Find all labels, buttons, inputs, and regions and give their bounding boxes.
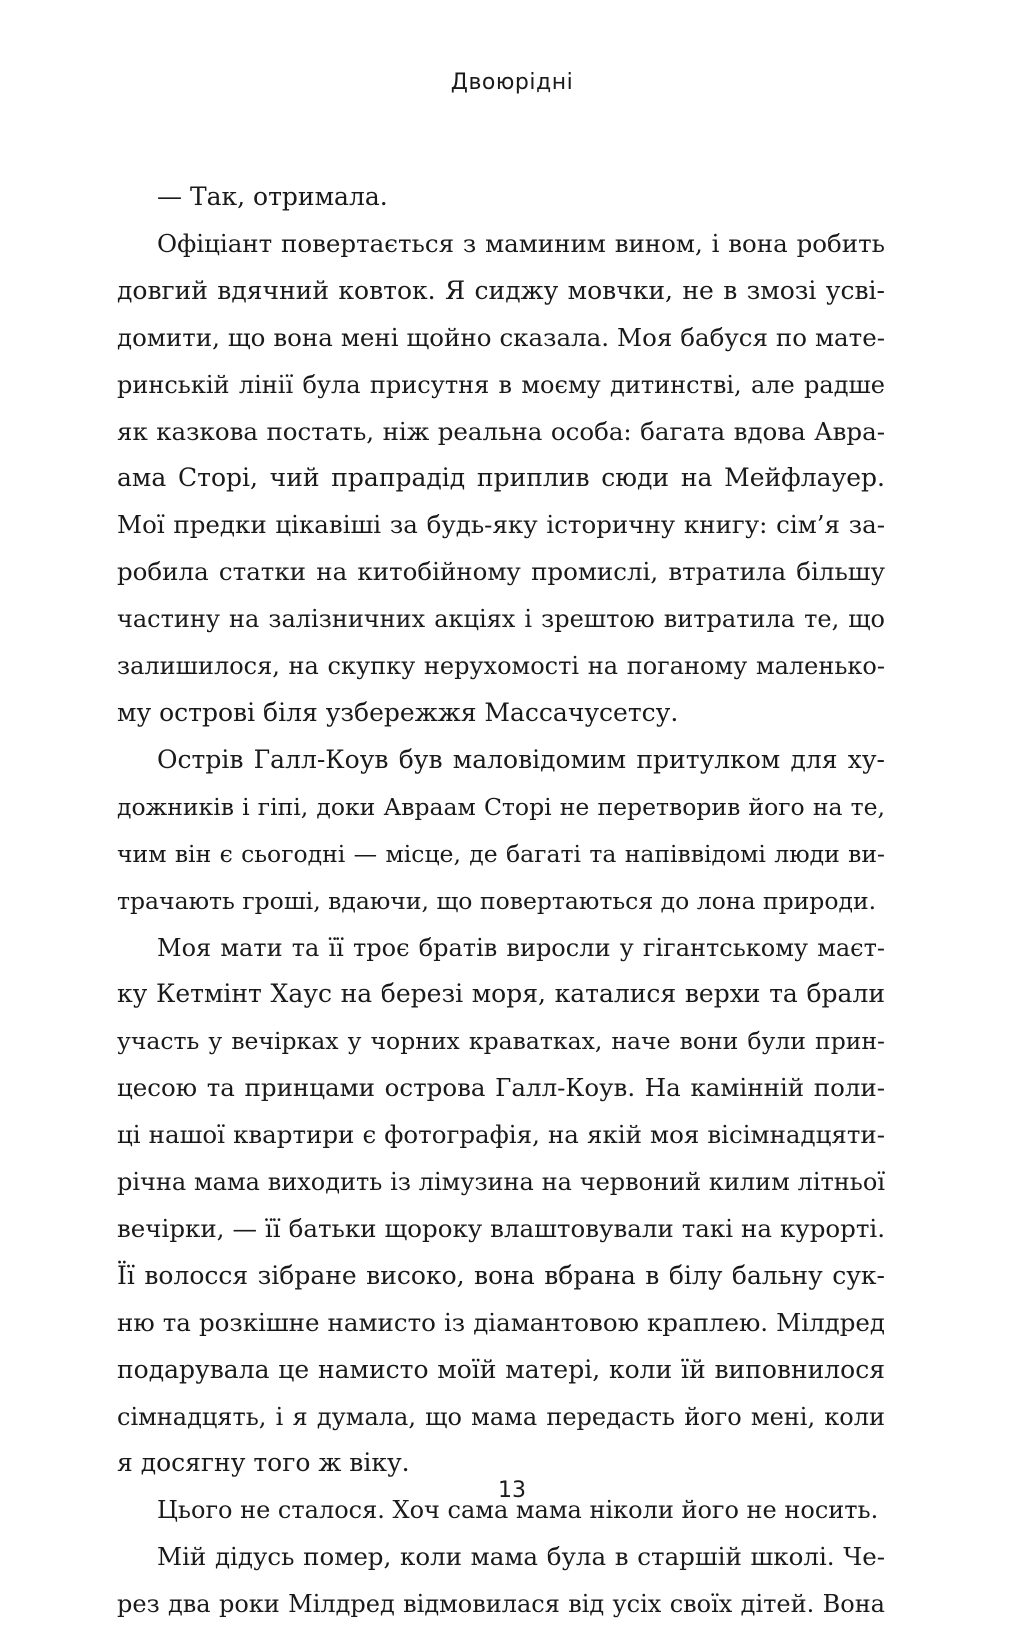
text-line: робила статки на китобійному промислі, втратила більшу [117, 557, 885, 587]
text-line: річна мама виходить із лімузина на червоний килим літньої [117, 1168, 885, 1197]
text-line: я досягну того ж віку. [117, 1448, 410, 1478]
text-line: довгий вдячний ковток. Я сиджу мовчки, не в змозі усві- [117, 275, 885, 305]
paragraph [117, 221, 885, 737]
text-line: залишилося, на скупку нерухомості на поганому маленько- [117, 652, 885, 681]
text-line: му острові біля узбережжя Массачусетсу. [117, 697, 679, 727]
paragraph [117, 1534, 885, 1628]
text-line: чим він є сьогодні — місце, де багаті та напіввідомі люди ви- [117, 839, 885, 868]
text-line: Моя мати та її троє братів виросли у гігантському маєт- [157, 933, 885, 962]
text-line: ама Сторі, чий прапрадід приплив сюди на Мейфлауер. [117, 463, 885, 493]
text-line: дожників і гіпі, доки Авраам Сторі не перетворив його на те, [117, 792, 885, 821]
body-text [117, 174, 885, 1628]
text-line: частину на залізничних акціях і зрештою витратила те, що [117, 605, 885, 634]
text-line: ринській лінії була присутня в моєму дитинстві, але радше [117, 370, 885, 399]
running-title: Двоюрідні [450, 70, 574, 95]
text-line: ку Кетмінт Хаус на березі моря, каталися верхи та брали [117, 979, 885, 1009]
paragraph [117, 737, 885, 925]
text-line: ню та розкішне намисто із діамантовою краплею. Мілдред [117, 1307, 885, 1337]
text-line: Острів Галл-Коув був маловідомим притулком для ху- [157, 744, 885, 774]
text-line: домити, що вона мені щойно сказала. Моя бабуся по мате- [117, 322, 885, 352]
text-line: Офіціант повертається з маминим вином, і вона робить [157, 228, 885, 258]
text-line: участь у вечірках у чорних краватках, наче вони були прин- [117, 1027, 885, 1056]
text-line: трачають гроші, вдаючи, що повертаються до лона природи. [117, 886, 877, 915]
text-line: як казкова постать, ніж реальна особа: багата вдова Авра- [117, 416, 885, 446]
text-line: Мої предки цікавіші за будь-яку історичну книгу: сім’я за- [117, 510, 885, 540]
text-line: Цього не сталося. Хоч сама мама ніколи його не носить. [157, 1496, 879, 1525]
text-line: — Так, отримала. [157, 182, 388, 211]
paragraph [117, 174, 885, 221]
text-line: Її волосся зібране високо, вона вбрана в білу бальну сук- [117, 1260, 885, 1290]
text-line: цесою та принцами острова Галл-Коув. На камінній поли- [117, 1073, 885, 1103]
text-line: ці нашої квартири є фотографія, на якій моя вісімнадцяти- [117, 1120, 885, 1150]
text-line: вечірки, — її батьки щороку влаштовували такі на курорті. [117, 1213, 885, 1243]
text-line: подарувала це намисто моїй матері, коли їй виповнилося [117, 1354, 885, 1384]
text-line: рез два роки Мілдред відмовилася від усіх своїх дітей. Вона [117, 1590, 885, 1619]
paragraph [117, 925, 885, 1488]
text-line: сімнадцять, і я думала, що мама передасть його мені, коли [117, 1402, 885, 1431]
text-line: Мій дідусь помер, коли мама була в старшій школі. Че- [157, 1542, 885, 1572]
page-number: 13 [498, 1478, 526, 1503]
